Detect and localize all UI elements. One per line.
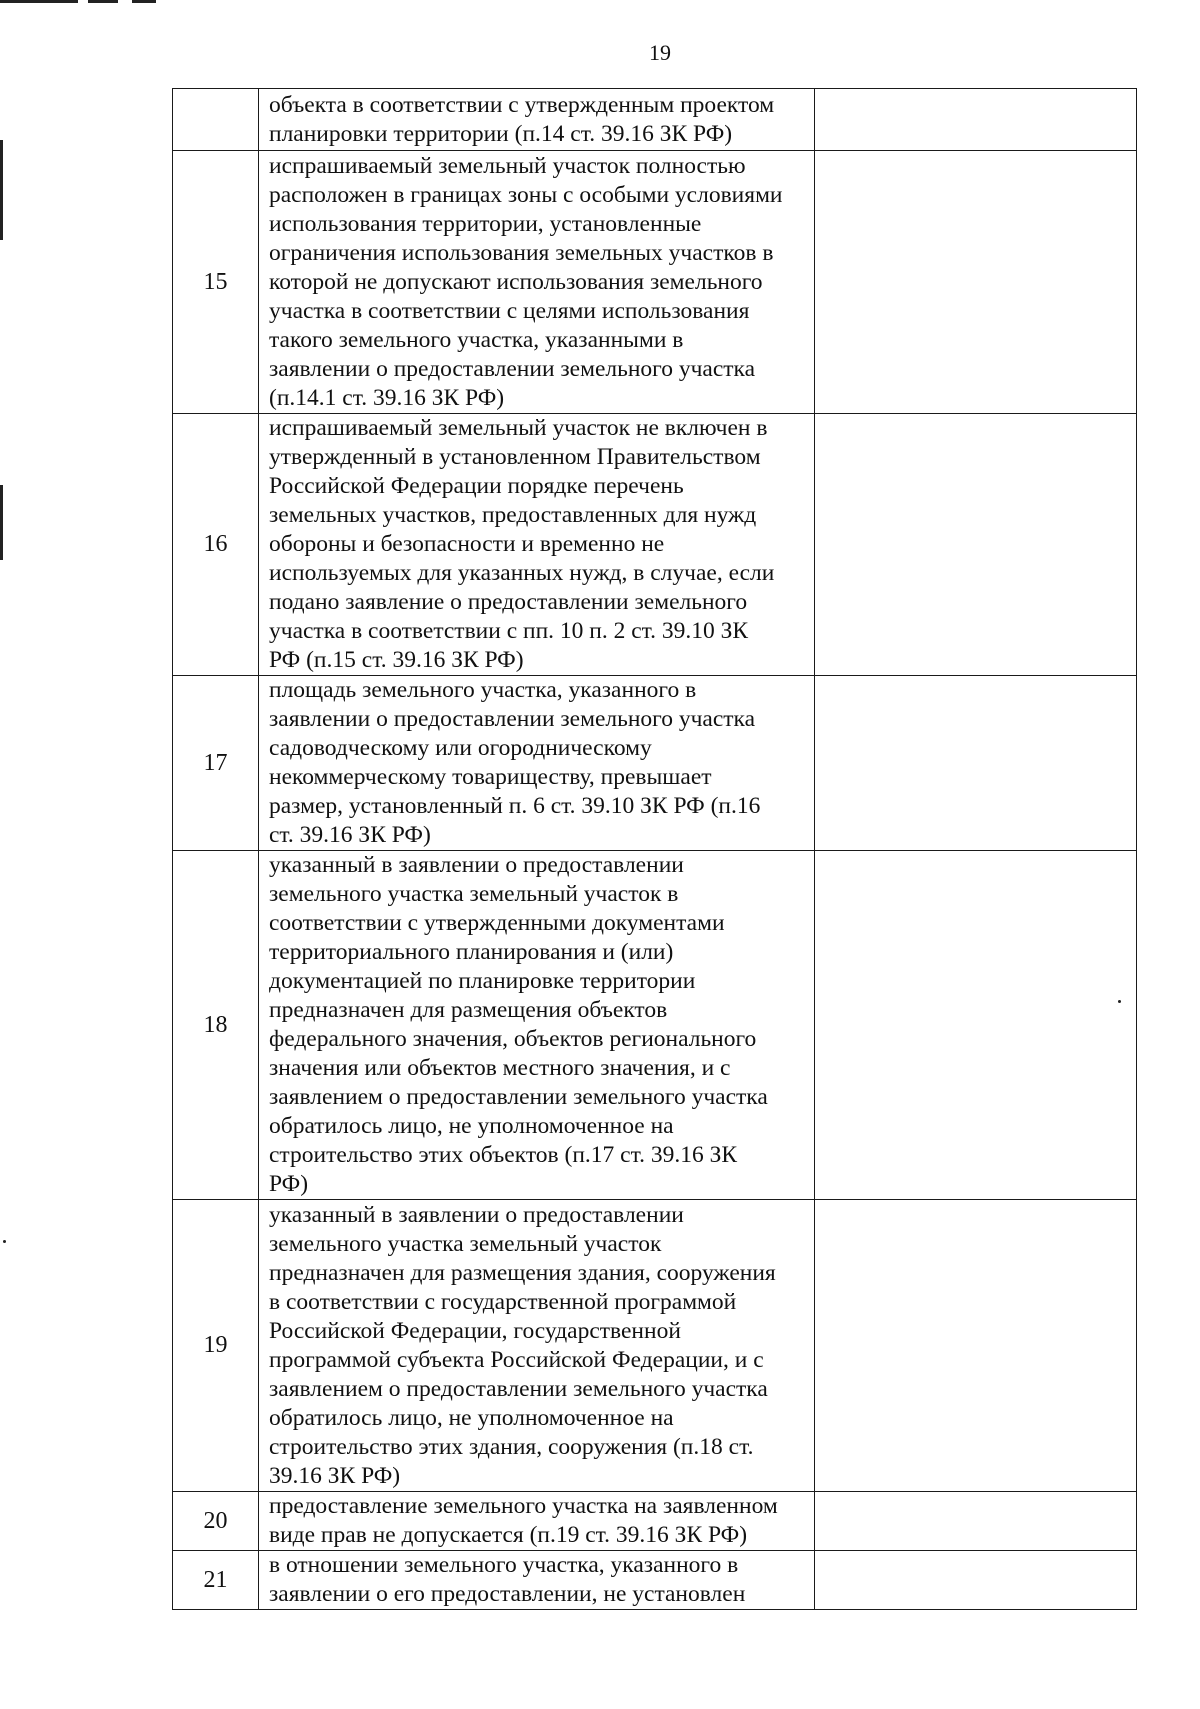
row-empty-cell — [815, 676, 1137, 851]
description-line: испрашиваемый земельный участок полностью — [269, 152, 746, 179]
row-number: 16 — [173, 414, 259, 676]
description-line: испрашиваемый земельный участок не включен в — [269, 415, 768, 441]
description-line: указанный в заявлении о предоставлении — [269, 1201, 684, 1228]
description-line: в отношении земельного участка, указанного в — [269, 1552, 739, 1578]
description-line: заявлением о предоставлении земельного участка — [269, 1375, 768, 1402]
description-line: участка в соответствии с пп. 10 п. 2 ст. 39.10 ЗК — [269, 618, 749, 644]
table-body — [173, 89, 1137, 1610]
description-line: использования территории, установленные — [269, 210, 702, 237]
description-line: утвержденный в установленном Правительством — [269, 444, 761, 470]
description-line: виде прав не допускается (п.19 ст. 39.16 ЗК РФ) — [269, 1522, 748, 1548]
table-row — [173, 414, 1137, 676]
description-line: объекта в соответствии с утвержденным проектом — [269, 91, 775, 118]
description-line: ст. 39.16 ЗК РФ) — [269, 822, 431, 848]
scan-artifact — [3, 1240, 6, 1243]
description-line: документацией по планировке территории — [269, 968, 696, 994]
description-line: заявлении о его предоставлении, не установлен — [269, 1581, 746, 1607]
description-line: которой не допускают использования земельного — [269, 268, 763, 295]
description-line: предоставление земельного участка на заявленном — [269, 1493, 778, 1519]
scan-artifact — [0, 140, 3, 240]
description-line: площадь земельного участка, указанного в — [269, 677, 697, 703]
description-line: федерального значения, объектов регионального — [269, 1026, 757, 1052]
description-line: расположен в границах зоны с особыми условиями — [269, 181, 783, 208]
description-line: обороны и безопасности и временно не — [269, 531, 665, 557]
table-row — [173, 851, 1137, 1200]
grounds-table — [172, 88, 1137, 1610]
row-empty-cell — [815, 89, 1137, 151]
description-line: такого земельного участка, указанными в — [269, 326, 684, 353]
description-line: земельного участка земельный участок в — [269, 881, 679, 907]
description-line: размер, установленный п. 6 ст. 39.10 ЗК РФ (п.16 — [269, 793, 761, 819]
row-empty-cell — [815, 1551, 1137, 1610]
description-line: программой субъекта Российской Федерации, и с — [269, 1346, 764, 1373]
description-line: участка в соответствии с целями использования — [269, 297, 750, 324]
description-line: подано заявление о предоставлении земельного — [269, 589, 748, 615]
description-line: заявлении о предоставлении земельного участка — [269, 706, 756, 732]
row-number: 19 — [173, 1200, 259, 1492]
row-number: 20 — [173, 1492, 259, 1551]
row-description — [259, 1200, 815, 1492]
row-description — [259, 1551, 815, 1610]
description-line: заявлением о предоставлении земельного участка — [269, 1084, 768, 1110]
description-line: садоводческому или огородническому — [269, 735, 652, 761]
description-line: заявлении о предоставлении земельного участка — [269, 355, 756, 382]
description-line: земельных участков, предоставленных для нужд — [269, 502, 757, 528]
description-line: в соответствии с государственной программой — [269, 1288, 737, 1315]
description-line: Российской Федерации порядке перечень — [269, 473, 684, 499]
description-line: территориального планирования и (или) — [269, 939, 674, 965]
row-description — [259, 414, 815, 676]
scan-artifact — [88, 0, 118, 3]
row-description — [259, 851, 815, 1200]
description-line: предназначен для размещения здания, сооружения — [269, 1259, 776, 1286]
description-line: предназначен для размещения объектов — [269, 997, 668, 1023]
table-row — [173, 151, 1137, 414]
description-line: значения или объектов местного значения, и с — [269, 1055, 731, 1081]
table-row — [173, 1551, 1137, 1610]
description-line: ограничения использования земельных участков в — [269, 239, 774, 266]
row-description — [259, 89, 815, 151]
row-description — [259, 1492, 815, 1551]
row-description — [259, 676, 815, 851]
description-line: используемых для указанных нужд, в случае, если — [269, 560, 775, 586]
row-number: 15 — [173, 151, 259, 414]
table-row — [173, 1200, 1137, 1492]
description-line: указанный в заявлении о предоставлении — [269, 852, 684, 878]
description-line: РФ (п.15 ст. 39.16 ЗК РФ) — [269, 647, 524, 673]
row-number — [173, 89, 259, 151]
description-line: (п.14.1 ст. 39.16 ЗК РФ) — [269, 384, 505, 411]
row-number: 21 — [173, 1551, 259, 1610]
description-line: строительство этих объектов (п.17 ст. 39.16 ЗК — [269, 1142, 738, 1168]
row-empty-cell — [815, 1492, 1137, 1551]
description-line: Российской Федерации, государственной — [269, 1317, 681, 1344]
row-empty-cell — [815, 151, 1137, 414]
row-description — [259, 151, 815, 414]
row-number: 17 — [173, 676, 259, 851]
scan-artifact — [0, 0, 78, 3]
description-line: некоммерческому товариществу, превышает — [269, 764, 712, 790]
description-line: строительство этих здания, сооружения (п.18 ст. — [269, 1433, 754, 1460]
table-row — [173, 89, 1137, 151]
page-number: 19 — [649, 40, 671, 65]
description-line: соответствии с утвержденными документами — [269, 910, 725, 936]
scan-artifact — [0, 485, 3, 560]
description-line: земельного участка земельный участок — [269, 1230, 662, 1257]
description-line: планировки территории (п.14 ст. 39.16 ЗК РФ) — [269, 120, 733, 147]
table-row — [173, 1492, 1137, 1551]
description-line: обратилось лицо, не уполномоченное на — [269, 1113, 674, 1139]
scan-artifact — [132, 0, 156, 3]
description-line: 39.16 ЗК РФ) — [269, 1462, 401, 1489]
row-empty-cell — [815, 851, 1137, 1200]
table-row — [173, 676, 1137, 851]
row-empty-cell — [815, 1200, 1137, 1492]
row-empty-cell — [815, 414, 1137, 676]
description-line: РФ) — [269, 1171, 309, 1197]
row-number: 18 — [173, 851, 259, 1200]
description-line: обратилось лицо, не уполномоченное на — [269, 1404, 674, 1431]
